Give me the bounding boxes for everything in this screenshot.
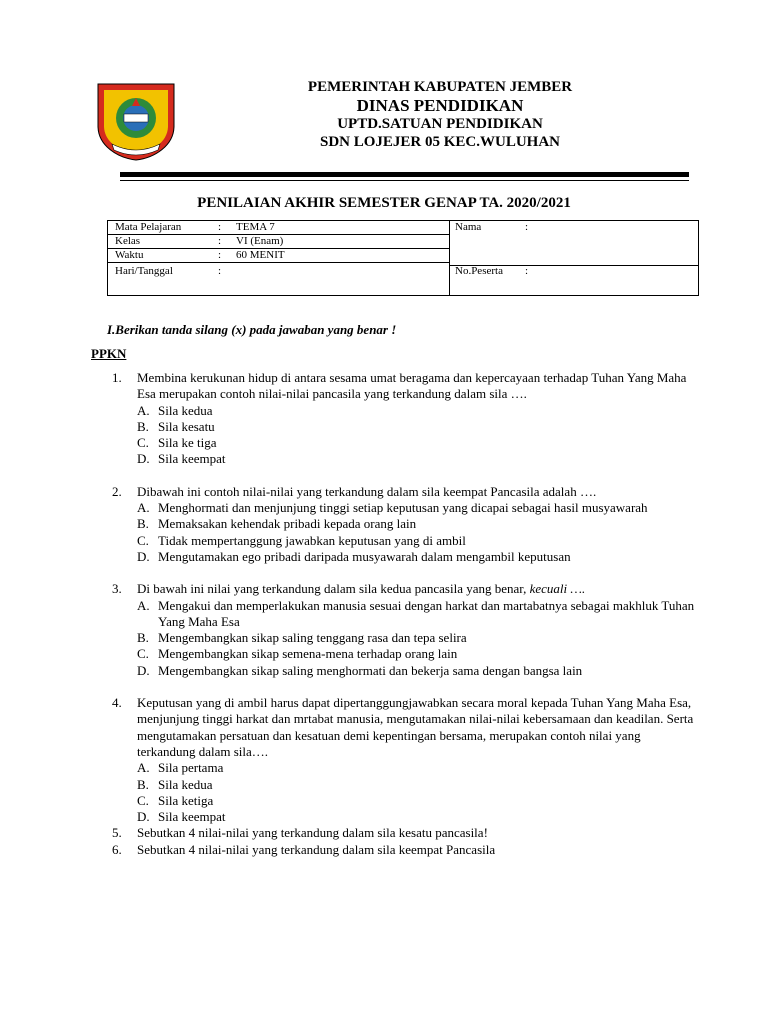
- option-text: Sila pertama: [158, 760, 224, 776]
- answer-option: [112, 549, 702, 565]
- option-letter: B.: [137, 630, 149, 646]
- question-number: 2.: [112, 483, 122, 499]
- question-text: Sebutkan 4 nilai-nilai yang terkandung dalam sila keempat Pancasila: [137, 841, 496, 857]
- question-number: 4.: [112, 695, 122, 711]
- answer-option: [112, 809, 702, 825]
- option-text: Memaksakan kehendak pribadi kepada orang lain: [158, 516, 417, 532]
- option-letter: B.: [137, 516, 149, 532]
- info-sep: :: [218, 265, 222, 277]
- letterhead-government: PEMERINTAH KABUPATEN JEMBER: [307, 79, 573, 95]
- info-label-date: Hari/Tanggal: [115, 265, 173, 277]
- option-text: Sila keempat: [158, 809, 226, 825]
- option-letter: C.: [137, 532, 149, 548]
- option-text: Sila kedua: [158, 402, 213, 418]
- letterhead-divider-thin: [120, 180, 689, 181]
- info-value-time: 60 MENIT: [236, 249, 285, 261]
- option-text: Sila kesatu: [158, 418, 215, 434]
- exam-title: PENILAIAN AKHIR SEMESTER GENAP TA. 2020/2021: [197, 195, 571, 211]
- option-text: Menghormati dan menjunjung tinggi setiap keputusan yang dicapai sebagai hasil musyawarah: [158, 500, 648, 516]
- question-text: Membina kerukunan hidup di antara sesama umat beragama dan kepercayaan terhadap Tuhan Yang Maha Esa merupakan contoh nilai-nilai pancasila yang terkandung dalam sila ….: [137, 370, 687, 402]
- info-label-time: Waktu: [115, 249, 144, 261]
- answer-option: [112, 516, 702, 532]
- jember-emblem-logo: [94, 80, 178, 162]
- option-text: Mengutamakan ego pribadi daripada musyawarah dalam mengambil keputusan: [158, 548, 571, 564]
- info-sep: :: [218, 235, 222, 247]
- option-text: Tidak mempertanggung jawabkan keputusan yang di ambil: [158, 532, 466, 548]
- answer-option: [112, 630, 702, 646]
- question-text-emphasis: kecuali ….: [529, 581, 586, 597]
- answer-option: [112, 419, 702, 435]
- option-letter: A.: [137, 500, 150, 516]
- question-item: [112, 484, 702, 565]
- option-letter: C.: [137, 792, 149, 808]
- answer-option: [112, 533, 702, 549]
- question-text: Sebutkan 4 nilai-nilai yang terkandung dalam sila kesatu pancasila!: [137, 825, 488, 841]
- answer-option: [112, 451, 702, 467]
- option-letter: B.: [137, 418, 149, 434]
- letterhead-department: DINAS PENDIDIKAN: [356, 96, 524, 115]
- info-sep: :: [525, 221, 529, 233]
- option-letter: A.: [137, 760, 150, 776]
- option-letter: D.: [137, 451, 150, 467]
- subject-heading: PPKN: [91, 346, 127, 361]
- letterhead-divider-thick: [120, 172, 689, 177]
- info-value-subject: TEMA 7: [236, 221, 275, 233]
- question-list: [112, 370, 702, 858]
- question-text: Dibawah ini contoh nilai-nilai yang terkandung dalam sila keempat Pancasila adalah ….: [137, 483, 597, 499]
- answer-option: [112, 435, 702, 451]
- info-sep: :: [525, 265, 529, 277]
- question-item: [112, 842, 702, 858]
- letterhead-unit: UPTD.SATUAN PENDIDIKAN: [337, 116, 543, 132]
- answer-option: [112, 646, 702, 662]
- info-label-class: Kelas: [115, 235, 141, 247]
- question-item: [112, 370, 702, 468]
- answer-option: [112, 598, 702, 631]
- table-divider: [449, 221, 450, 295]
- option-letter: D.: [137, 548, 150, 564]
- table-row-line: [108, 262, 449, 263]
- option-text: Sila kedua: [158, 776, 213, 792]
- info-label-name: Nama: [455, 221, 482, 233]
- question-item: [112, 825, 702, 841]
- answer-option: [112, 663, 702, 679]
- question-number: 5.: [112, 825, 122, 841]
- option-letter: C.: [137, 646, 149, 662]
- option-text: Sila keempat: [158, 451, 226, 467]
- option-text: Sila ketiga: [158, 792, 214, 808]
- info-sep: :: [218, 249, 222, 261]
- info-label-participant-no: No.Peserta: [455, 265, 503, 277]
- question-number: 6.: [112, 841, 122, 857]
- option-letter: D.: [137, 662, 150, 678]
- question-text: Keputusan yang di ambil harus dapat dipertanggungjawabkan secara moral kepada Tuhan Yang Maha Esa, menjunjung tinggi harkat dan mrtabat manusia, mengutamakan nilai-nilai kebersamaan dan keadilan. Serta mengutamakan persatuan dan kesatuan demi kepentingan bersama, merupakan contoh nilai yang terkandung dalam sila….: [137, 695, 694, 759]
- question-item: [112, 695, 702, 825]
- option-letter: C.: [137, 435, 149, 451]
- question-text-container: [137, 581, 702, 597]
- question-item: [112, 581, 702, 679]
- question-text: Di bawah ini nilai yang terkandung dalam sila kedua pancasila yang benar,: [137, 581, 527, 597]
- answer-option: [112, 793, 702, 809]
- answer-option: [112, 777, 702, 793]
- option-text: Mengembangkan sikap saling tenggang rasa dan tepa selira: [158, 630, 467, 646]
- answer-option: [112, 500, 702, 516]
- answer-option: [112, 403, 702, 419]
- option-letter: A.: [137, 402, 150, 418]
- info-label-subject: Mata Pelajaran: [115, 221, 182, 233]
- option-text: Sila ke tiga: [158, 435, 217, 451]
- exam-info-table: [107, 220, 699, 296]
- info-sep: :: [218, 221, 222, 233]
- option-letter: A.: [137, 597, 150, 613]
- option-text: Mengakui dan memperlakukan manusia sesuai dengan harkat dan martabatnya sebagai makhluk Tuhan Yang Maha Esa: [158, 597, 695, 629]
- option-text: Mengembangkan sikap saling menghormati dan bekerja sama dengan bangsa lain: [158, 662, 583, 678]
- option-letter: D.: [137, 809, 150, 825]
- info-value-class: VI (Enam): [236, 235, 284, 247]
- option-letter: B.: [137, 776, 149, 792]
- letterhead-school: SDN LOJEJER 05 KEC.WULUHAN: [319, 134, 561, 150]
- question-number: 1.: [112, 370, 122, 385]
- question-number: 3.: [112, 581, 122, 597]
- answer-option: [112, 760, 702, 776]
- instruction-text: I.Berikan tanda silang (x) pada jawaban yang benar !: [107, 322, 397, 337]
- option-text: Mengembangkan sikap semena-mena terhadap orang lain: [158, 646, 458, 662]
